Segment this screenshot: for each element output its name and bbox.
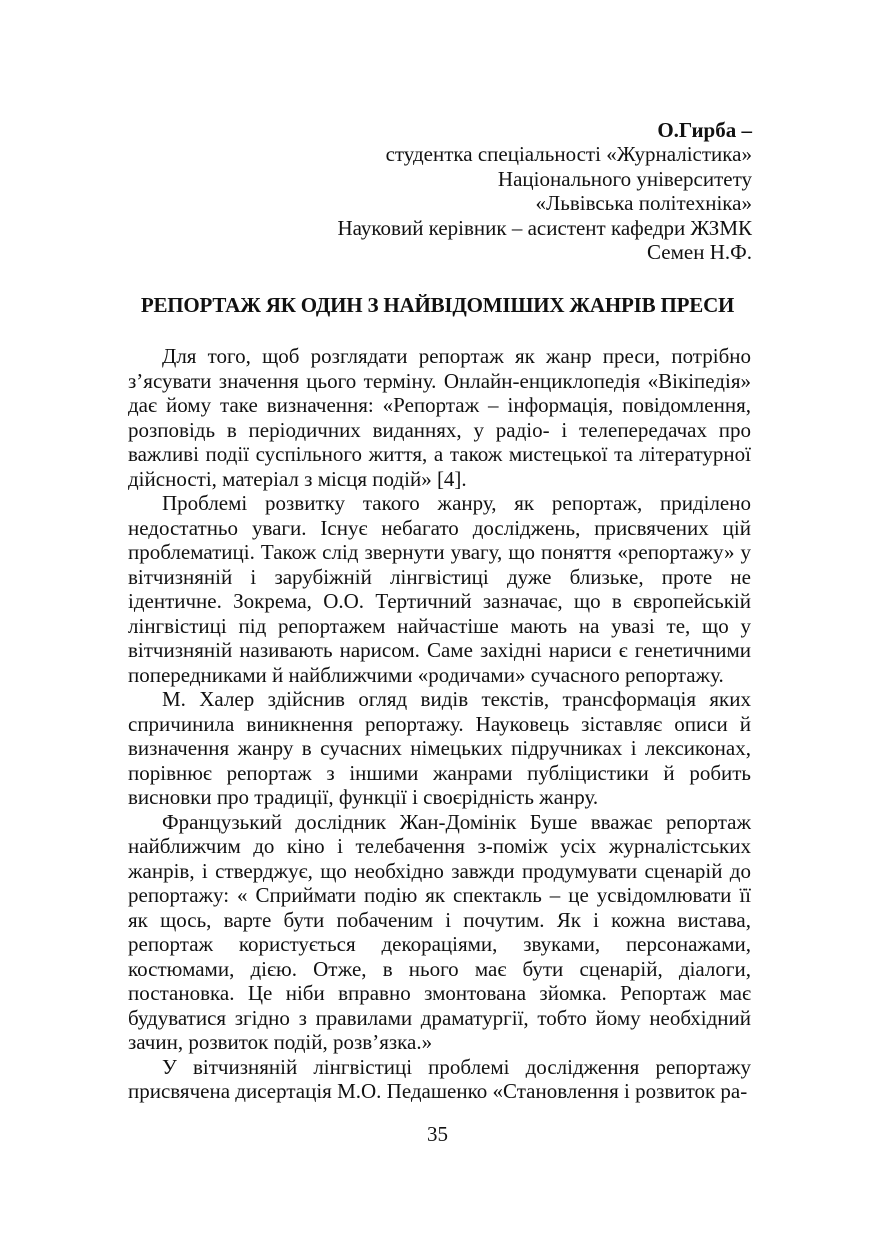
body-paragraph: Для того, щоб розглядати репортаж як жанр преси, потрібно з’ясувати значення цього терміну. Онлайн-енциклопедія «Вікіпедія» дає йому таке визначення: «Репортаж – інформація, повідомлення, розповідь в періодичних виданнях, у радіо- і телепередачах про важливі події суспільного життя, а також мистецької та літературної дійсності, матеріал з місця подій» [4]. bbox=[128, 344, 751, 491]
author-affiliation-line: «Львівська політехніка» bbox=[535, 191, 752, 216]
article-title: РЕПОРТАЖ ЯК ОДИН З НАЙВІДОМІШИХ ЖАНРІВ ПРЕСИ bbox=[140, 293, 735, 317]
article-body bbox=[128, 344, 751, 1104]
page-number: 35 bbox=[427, 1122, 448, 1146]
author-supervisor-line: Науковий керівник – асистент кафедри ЖЗМК bbox=[337, 215, 752, 240]
author-affiliation-line: студентка спеціальності «Журналістика» bbox=[385, 142, 752, 167]
body-paragraph: У вітчизняній лінгвістиці проблемі дослідження репортажу присвячена дисертація М.О. Педашенко «Становлення і розвиток ра- bbox=[128, 1054, 751, 1103]
body-paragraph: Французький дослідник Жан-Домінік Буше вважає репортаж найближчим до кіно і телебачення з-поміж усіх журналістських жанрів, і стверджує, що необхідно завжди продумувати сценарій до репортажу: « Сприймати подію як спектакль – це усвідомлювати її як щось, варте бути побаченим і почутим. Як і кожна вистава, репортаж користується декораціями, звуками, персонажами, костюмами, дією. Отже, в нього має бути сценарій, діалоги, постановка. Це ніби вправно змонтована зйомка. Репортаж має будуватися згідно з правилами драматургії, тобто йому необхідний зачин, розвиток подій, розв’язка.» bbox=[128, 809, 751, 1054]
author-affiliation-line: Національного університету bbox=[497, 166, 752, 191]
author-supervisor-name: Семен Н.Ф. bbox=[647, 240, 752, 265]
body-paragraph: Проблемі розвитку такого жанру, як репортаж, приділено недостатньо уваги. Існує небагато досліджень, присвячених цій проблематиці. Також слід звернути увагу, що поняття «репортажу» у вітчизняній і зарубіжній лінгвістиці дуже близьке, проте не ідентичне. Зокрема, О.О. Тертичний зазначає, що в європейській лінгвістиці під репортажем найчастіше мають на увазі те, що у вітчизняній називають нарисом. Саме західні нариси є генетичними попередниками й найближчими «родичами» сучасного репортажу. bbox=[128, 491, 751, 687]
body-paragraph: М. Халер здійснив огляд видів текстів, трансформація яких спричинила виникнення репортажу. Науковець зіставляє описи й визначення жанру в сучасних німецьких підручниках і лексиконах, порівнює репортаж з іншими жанрами публіцистики й робить висновки про традиції, функції і своєрідність жанру. bbox=[128, 687, 751, 809]
author-name: О.Гирба – bbox=[657, 118, 752, 142]
author-block bbox=[152, 118, 752, 264]
